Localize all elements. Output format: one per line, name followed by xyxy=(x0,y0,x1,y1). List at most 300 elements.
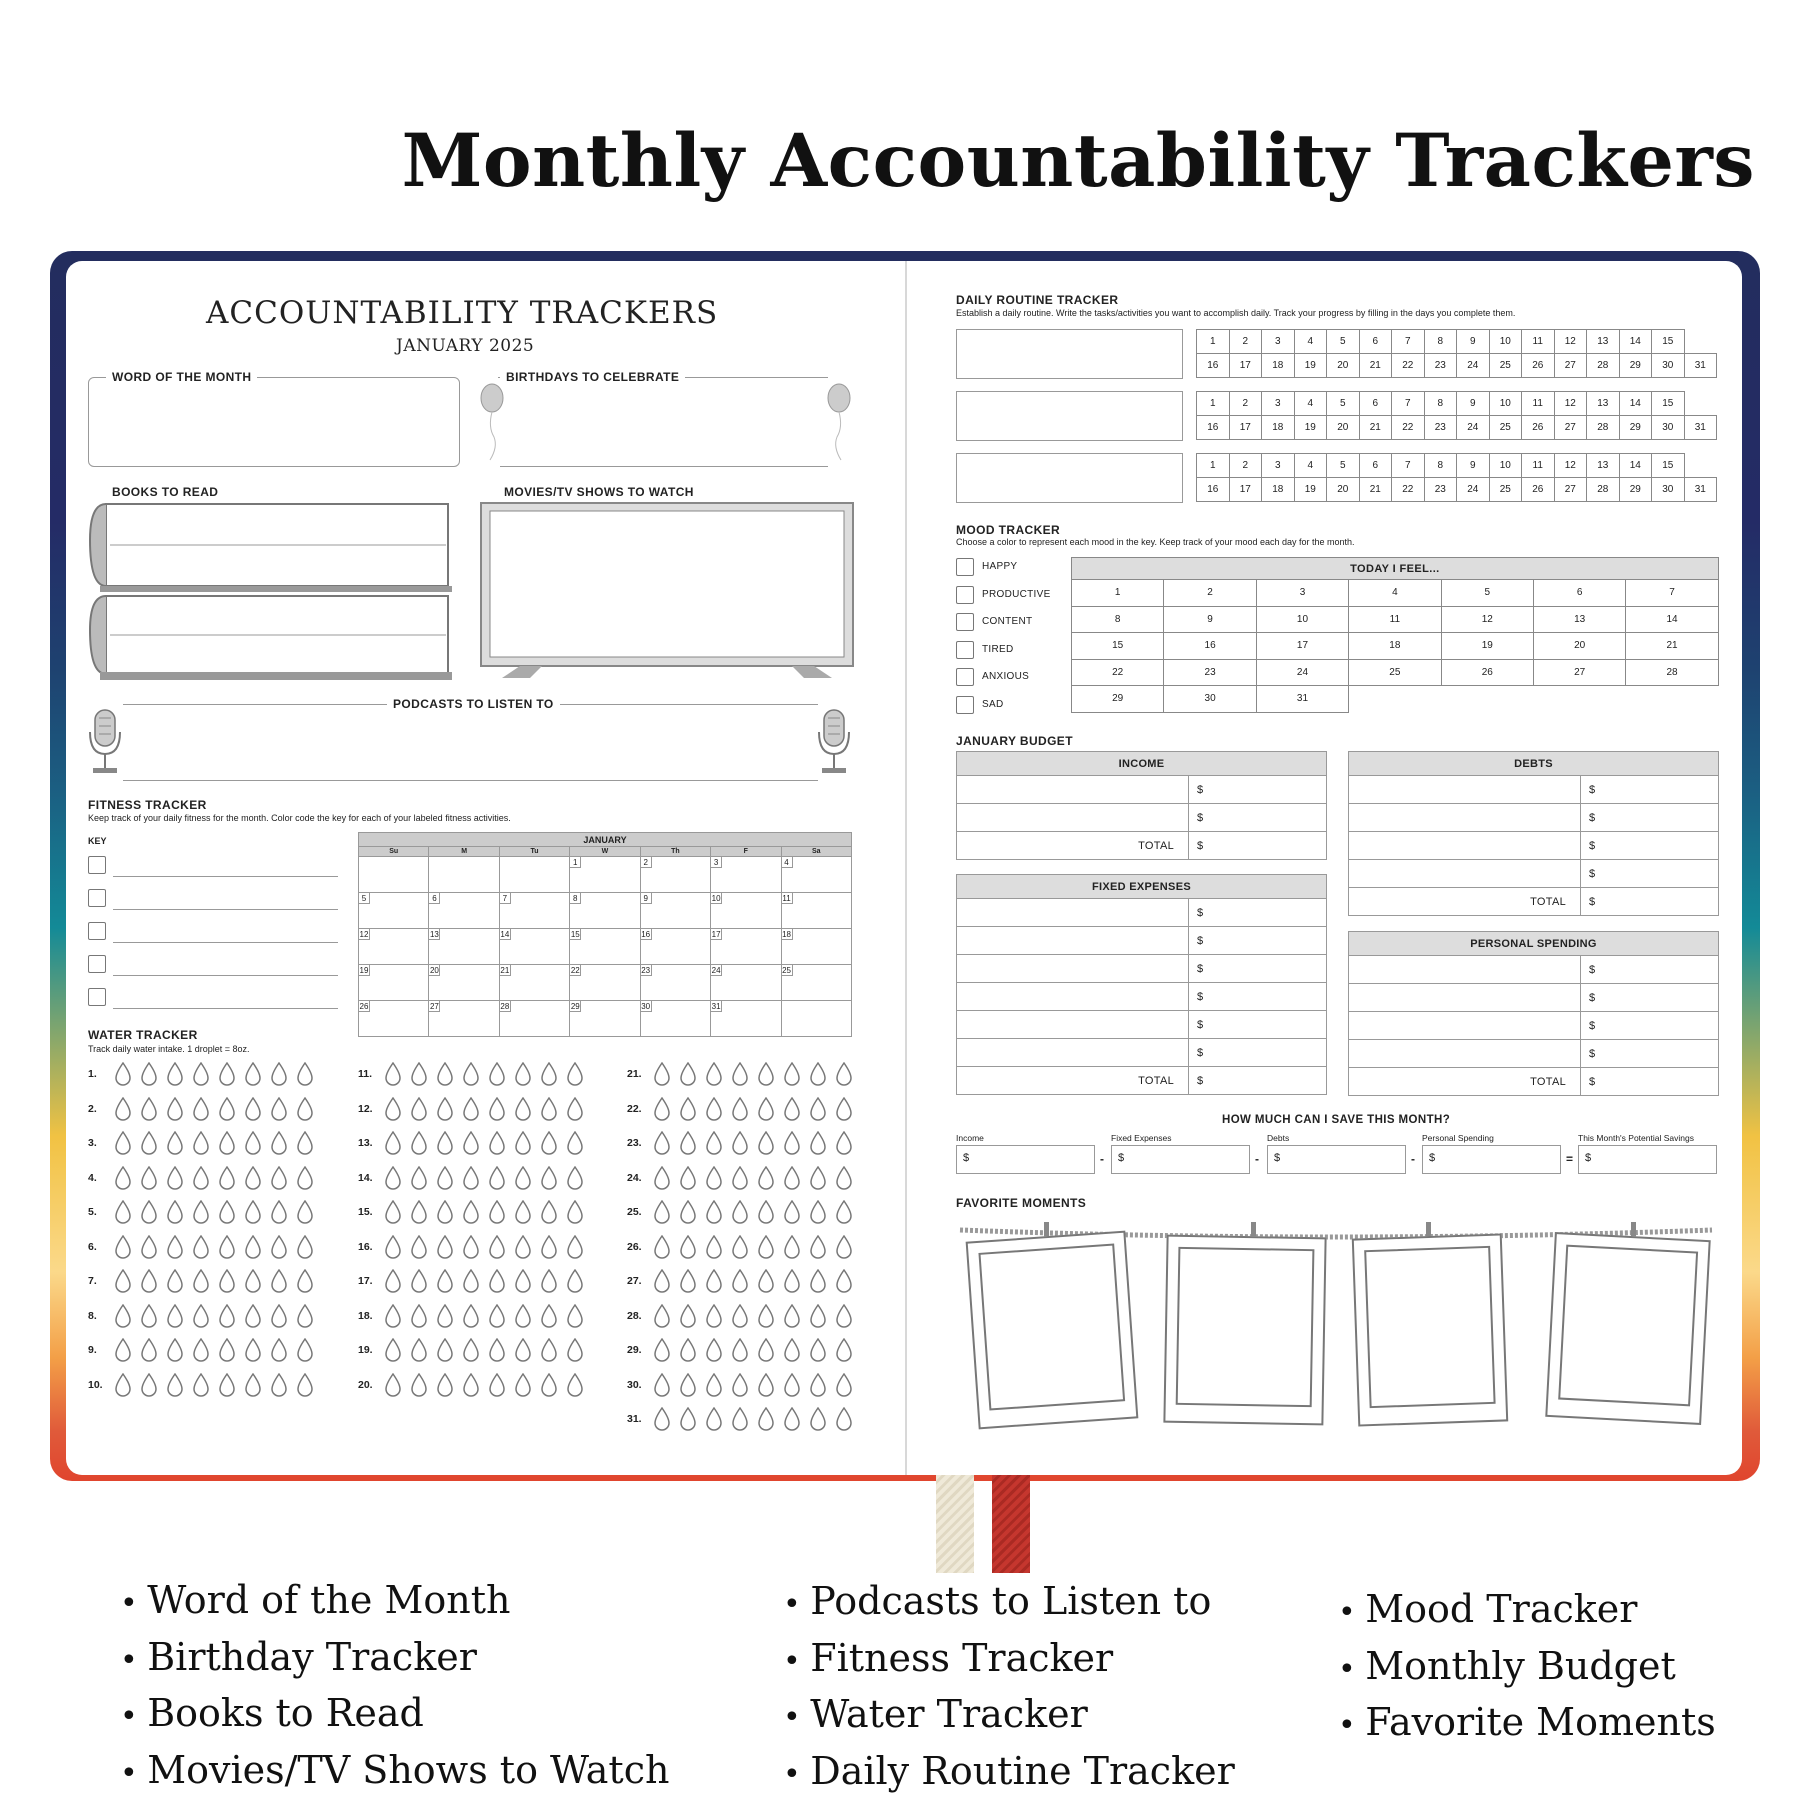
water-droplet-icon[interactable] xyxy=(436,1304,454,1328)
routine-day[interactable]: 20 xyxy=(1327,354,1360,378)
water-droplet-icon[interactable] xyxy=(384,1269,402,1293)
water-droplet-icon[interactable] xyxy=(166,1269,184,1293)
budget-amount-cell[interactable]: $ xyxy=(1581,956,1719,984)
mood-day[interactable]: 7 xyxy=(1626,580,1718,607)
routine-day[interactable]: 28 xyxy=(1587,478,1620,502)
water-droplet-icon[interactable] xyxy=(192,1269,210,1293)
water-droplet-icon[interactable] xyxy=(835,1407,853,1431)
budget-amount-cell[interactable]: $ xyxy=(1189,927,1327,955)
budget-item-cell[interactable] xyxy=(1349,1040,1581,1068)
routine-day[interactable]: 21 xyxy=(1359,478,1392,502)
budget-item-cell[interactable] xyxy=(957,955,1189,983)
calendar-day[interactable] xyxy=(499,857,569,893)
water-droplet-icon[interactable] xyxy=(540,1235,558,1259)
calendar-day[interactable] xyxy=(570,857,640,893)
water-droplet-icon[interactable] xyxy=(462,1097,480,1121)
water-droplet-icon[interactable] xyxy=(705,1373,723,1397)
water-droplet-icon[interactable] xyxy=(384,1304,402,1328)
water-droplet-icon[interactable] xyxy=(653,1338,671,1362)
water-droplet-icon[interactable] xyxy=(384,1373,402,1397)
routine-day[interactable]: 25 xyxy=(1489,416,1522,440)
water-droplet-icon[interactable] xyxy=(140,1062,158,1086)
water-droplet-icon[interactable] xyxy=(140,1338,158,1362)
water-droplet-icon[interactable] xyxy=(270,1062,288,1086)
routine-day[interactable]: 12 xyxy=(1554,454,1587,478)
water-droplet-icon[interactable] xyxy=(244,1200,262,1224)
water-droplet-icon[interactable] xyxy=(679,1062,697,1086)
savings-input-box[interactable] xyxy=(1422,1145,1561,1174)
budget-item-cell[interactable] xyxy=(1349,832,1581,860)
water-droplet-icon[interactable] xyxy=(384,1166,402,1190)
water-droplet-icon[interactable] xyxy=(809,1304,827,1328)
budget-amount-cell[interactable]: $ xyxy=(1189,983,1327,1011)
water-droplet-icon[interactable] xyxy=(566,1062,584,1086)
water-droplet-icon[interactable] xyxy=(653,1373,671,1397)
water-droplet-icon[interactable] xyxy=(566,1373,584,1397)
routine-day[interactable]: 6 xyxy=(1359,392,1392,416)
water-droplet-icon[interactable] xyxy=(540,1338,558,1362)
routine-day[interactable]: 14 xyxy=(1619,454,1652,478)
budget-amount-cell[interactable]: $ xyxy=(1581,776,1719,804)
water-droplet-icon[interactable] xyxy=(488,1338,506,1362)
routine-day[interactable]: 10 xyxy=(1489,392,1522,416)
water-droplet-icon[interactable] xyxy=(166,1304,184,1328)
water-droplet-icon[interactable] xyxy=(705,1166,723,1190)
water-droplet-icon[interactable] xyxy=(653,1097,671,1121)
water-droplet-icon[interactable] xyxy=(835,1131,853,1155)
water-droplet-icon[interactable] xyxy=(192,1097,210,1121)
water-droplet-icon[interactable] xyxy=(166,1131,184,1155)
routine-day[interactable]: 22 xyxy=(1392,478,1425,502)
water-droplet-icon[interactable] xyxy=(244,1131,262,1155)
water-droplet-icon[interactable] xyxy=(114,1304,132,1328)
water-droplet-icon[interactable] xyxy=(166,1166,184,1190)
water-droplet-icon[interactable] xyxy=(783,1200,801,1224)
books-illustration[interactable] xyxy=(88,500,463,682)
routine-day[interactable]: 4 xyxy=(1294,454,1327,478)
routine-day[interactable]: 20 xyxy=(1327,416,1360,440)
water-droplet-icon[interactable] xyxy=(270,1235,288,1259)
water-droplet-icon[interactable] xyxy=(436,1097,454,1121)
water-droplet-icon[interactable] xyxy=(244,1097,262,1121)
calendar-day[interactable] xyxy=(499,1001,569,1037)
water-droplet-icon[interactable] xyxy=(488,1235,506,1259)
mood-day[interactable]: 26 xyxy=(1441,659,1533,686)
mood-day[interactable]: 8 xyxy=(1072,606,1164,633)
mood-day[interactable]: 17 xyxy=(1256,633,1348,660)
routine-day[interactable]: 9 xyxy=(1457,454,1490,478)
mood-day[interactable]: 10 xyxy=(1256,606,1348,633)
water-droplet-icon[interactable] xyxy=(166,1062,184,1086)
calendar-day[interactable] xyxy=(781,929,851,965)
water-droplet-icon[interactable] xyxy=(705,1269,723,1293)
water-droplet-icon[interactable] xyxy=(218,1269,236,1293)
water-droplet-icon[interactable] xyxy=(192,1304,210,1328)
calendar-day[interactable] xyxy=(570,929,640,965)
water-droplet-icon[interactable] xyxy=(218,1373,236,1397)
routine-day[interactable]: 7 xyxy=(1392,330,1425,354)
calendar-day[interactable] xyxy=(429,857,499,893)
water-droplet-icon[interactable] xyxy=(436,1338,454,1362)
water-droplet-icon[interactable] xyxy=(270,1269,288,1293)
water-droplet-icon[interactable] xyxy=(488,1166,506,1190)
water-droplet-icon[interactable] xyxy=(410,1062,428,1086)
routine-day[interactable]: 18 xyxy=(1262,416,1295,440)
savings-input-box[interactable] xyxy=(956,1145,1095,1174)
water-droplet-icon[interactable] xyxy=(679,1304,697,1328)
budget-item-cell[interactable] xyxy=(1349,984,1581,1012)
calendar-day[interactable] xyxy=(570,965,640,1001)
routine-day[interactable]: 1 xyxy=(1197,454,1230,478)
water-droplet-icon[interactable] xyxy=(488,1131,506,1155)
routine-day[interactable]: 31 xyxy=(1684,478,1717,502)
water-droplet-icon[interactable] xyxy=(679,1338,697,1362)
routine-task-box[interactable] xyxy=(956,453,1183,503)
water-droplet-icon[interactable] xyxy=(384,1131,402,1155)
water-droplet-icon[interactable] xyxy=(809,1407,827,1431)
water-droplet-icon[interactable] xyxy=(757,1269,775,1293)
water-droplet-icon[interactable] xyxy=(731,1062,749,1086)
calendar-day[interactable] xyxy=(640,965,710,1001)
routine-day[interactable]: 9 xyxy=(1457,392,1490,416)
mood-day[interactable]: 6 xyxy=(1533,580,1625,607)
mood-day[interactable]: 19 xyxy=(1441,633,1533,660)
water-droplet-icon[interactable] xyxy=(835,1097,853,1121)
calendar-day[interactable] xyxy=(359,929,429,965)
water-droplet-icon[interactable] xyxy=(514,1097,532,1121)
routine-day[interactable]: 8 xyxy=(1424,330,1457,354)
water-droplet-icon[interactable] xyxy=(705,1200,723,1224)
water-droplet-icon[interactable] xyxy=(653,1200,671,1224)
mood-day[interactable]: 24 xyxy=(1256,659,1348,686)
water-droplet-icon[interactable] xyxy=(114,1269,132,1293)
water-droplet-icon[interactable] xyxy=(218,1304,236,1328)
budget-item-cell[interactable] xyxy=(1349,804,1581,832)
budget-item-cell[interactable] xyxy=(1349,1012,1581,1040)
water-droplet-icon[interactable] xyxy=(488,1097,506,1121)
water-droplet-icon[interactable] xyxy=(757,1166,775,1190)
budget-amount-cell[interactable]: $ xyxy=(1581,1012,1719,1040)
routine-day[interactable]: 3 xyxy=(1262,392,1295,416)
water-droplet-icon[interactable] xyxy=(540,1097,558,1121)
water-droplet-icon[interactable] xyxy=(296,1131,314,1155)
water-droplet-icon[interactable] xyxy=(462,1269,480,1293)
routine-day[interactable]: 19 xyxy=(1294,478,1327,502)
water-droplet-icon[interactable] xyxy=(192,1166,210,1190)
routine-day[interactable]: 17 xyxy=(1229,416,1262,440)
water-droplet-icon[interactable] xyxy=(462,1338,480,1362)
calendar-day[interactable] xyxy=(711,1001,781,1037)
water-droplet-icon[interactable] xyxy=(436,1269,454,1293)
savings-input-box[interactable] xyxy=(1578,1145,1717,1174)
budget-amount-cell[interactable]: $ xyxy=(1189,955,1327,983)
calendar-day[interactable] xyxy=(781,965,851,1001)
savings-input-box[interactable] xyxy=(1111,1145,1250,1174)
routine-day[interactable]: 5 xyxy=(1327,392,1360,416)
water-droplet-icon[interactable] xyxy=(462,1200,480,1224)
water-droplet-icon[interactable] xyxy=(192,1338,210,1362)
water-droplet-icon[interactable] xyxy=(488,1373,506,1397)
water-droplet-icon[interactable] xyxy=(296,1373,314,1397)
water-droplet-icon[interactable] xyxy=(731,1373,749,1397)
water-droplet-icon[interactable] xyxy=(757,1062,775,1086)
budget-item-cell[interactable] xyxy=(1349,776,1581,804)
water-droplet-icon[interactable] xyxy=(462,1373,480,1397)
water-droplet-icon[interactable] xyxy=(296,1235,314,1259)
budget-amount-cell[interactable]: $ xyxy=(1189,776,1327,804)
water-droplet-icon[interactable] xyxy=(296,1338,314,1362)
water-droplet-icon[interactable] xyxy=(757,1235,775,1259)
water-droplet-icon[interactable] xyxy=(783,1304,801,1328)
mood-day[interactable]: 28 xyxy=(1626,659,1718,686)
water-droplet-icon[interactable] xyxy=(114,1338,132,1362)
water-droplet-icon[interactable] xyxy=(757,1200,775,1224)
water-droplet-icon[interactable] xyxy=(410,1166,428,1190)
water-droplet-icon[interactable] xyxy=(783,1269,801,1293)
mood-day[interactable]: 3 xyxy=(1256,580,1348,607)
water-droplet-icon[interactable] xyxy=(218,1131,236,1155)
water-droplet-icon[interactable] xyxy=(835,1338,853,1362)
water-droplet-icon[interactable] xyxy=(679,1269,697,1293)
calendar-day[interactable] xyxy=(711,893,781,929)
routine-day[interactable]: 10 xyxy=(1489,454,1522,478)
water-droplet-icon[interactable] xyxy=(114,1131,132,1155)
water-droplet-icon[interactable] xyxy=(114,1062,132,1086)
water-droplet-icon[interactable] xyxy=(192,1131,210,1155)
routine-day[interactable]: 5 xyxy=(1327,454,1360,478)
mood-day[interactable]: 1 xyxy=(1072,580,1164,607)
routine-day[interactable]: 1 xyxy=(1197,330,1230,354)
calendar-day[interactable] xyxy=(781,857,851,893)
water-droplet-icon[interactable] xyxy=(731,1200,749,1224)
water-droplet-icon[interactable] xyxy=(436,1373,454,1397)
routine-day[interactable]: 15 xyxy=(1652,454,1685,478)
water-droplet-icon[interactable] xyxy=(809,1062,827,1086)
routine-day[interactable]: 13 xyxy=(1587,454,1620,478)
water-droplet-icon[interactable] xyxy=(835,1269,853,1293)
water-droplet-icon[interactable] xyxy=(244,1062,262,1086)
water-droplet-icon[interactable] xyxy=(835,1373,853,1397)
savings-input-box[interactable] xyxy=(1267,1145,1406,1174)
photo-frame-1[interactable] xyxy=(966,1231,1139,1430)
routine-day[interactable]: 1 xyxy=(1197,392,1230,416)
calendar-day[interactable] xyxy=(359,1001,429,1037)
water-droplet-icon[interactable] xyxy=(410,1131,428,1155)
water-droplet-icon[interactable] xyxy=(783,1131,801,1155)
water-droplet-icon[interactable] xyxy=(114,1166,132,1190)
routine-day[interactable]: 8 xyxy=(1424,454,1457,478)
calendar-day[interactable] xyxy=(429,1001,499,1037)
routine-day[interactable]: 4 xyxy=(1294,392,1327,416)
routine-day[interactable]: 7 xyxy=(1392,392,1425,416)
water-droplet-icon[interactable] xyxy=(783,1373,801,1397)
water-droplet-icon[interactable] xyxy=(809,1131,827,1155)
water-droplet-icon[interactable] xyxy=(384,1097,402,1121)
water-droplet-icon[interactable] xyxy=(514,1269,532,1293)
word-of-month-box[interactable] xyxy=(88,377,460,467)
water-droplet-icon[interactable] xyxy=(192,1062,210,1086)
water-droplet-icon[interactable] xyxy=(679,1407,697,1431)
water-droplet-icon[interactable] xyxy=(384,1200,402,1224)
water-droplet-icon[interactable] xyxy=(514,1166,532,1190)
water-droplet-icon[interactable] xyxy=(436,1235,454,1259)
mood-day[interactable]: 4 xyxy=(1349,580,1441,607)
calendar-day[interactable] xyxy=(429,929,499,965)
water-droplet-icon[interactable] xyxy=(218,1200,236,1224)
budget-amount-cell[interactable]: $ xyxy=(1581,1040,1719,1068)
routine-task-box[interactable] xyxy=(956,329,1183,379)
calendar-day[interactable] xyxy=(640,857,710,893)
water-droplet-icon[interactable] xyxy=(296,1200,314,1224)
water-droplet-icon[interactable] xyxy=(462,1304,480,1328)
routine-day[interactable]: 6 xyxy=(1359,330,1392,354)
water-droplet-icon[interactable] xyxy=(679,1131,697,1155)
routine-day[interactable]: 2 xyxy=(1229,330,1262,354)
routine-day[interactable]: 5 xyxy=(1327,330,1360,354)
water-droplet-icon[interactable] xyxy=(705,1131,723,1155)
routine-day[interactable]: 30 xyxy=(1652,354,1685,378)
water-droplet-icon[interactable] xyxy=(384,1338,402,1362)
water-droplet-icon[interactable] xyxy=(731,1269,749,1293)
calendar-day[interactable] xyxy=(640,893,710,929)
water-droplet-icon[interactable] xyxy=(436,1062,454,1086)
water-droplet-icon[interactable] xyxy=(270,1097,288,1121)
water-droplet-icon[interactable] xyxy=(436,1200,454,1224)
routine-day[interactable]: 2 xyxy=(1229,454,1262,478)
calendar-day[interactable] xyxy=(570,893,640,929)
budget-item-cell[interactable] xyxy=(1349,860,1581,888)
water-droplet-icon[interactable] xyxy=(731,1338,749,1362)
water-droplet-icon[interactable] xyxy=(114,1200,132,1224)
mood-key-checkbox[interactable] xyxy=(956,668,974,686)
mood-day[interactable]: 15 xyxy=(1072,633,1164,660)
water-droplet-icon[interactable] xyxy=(244,1235,262,1259)
water-droplet-icon[interactable] xyxy=(705,1304,723,1328)
budget-item-cell[interactable] xyxy=(957,804,1189,832)
routine-day[interactable]: 3 xyxy=(1262,454,1295,478)
water-droplet-icon[interactable] xyxy=(462,1131,480,1155)
budget-item-cell[interactable] xyxy=(957,1011,1189,1039)
water-droplet-icon[interactable] xyxy=(410,1235,428,1259)
water-droplet-icon[interactable] xyxy=(296,1062,314,1086)
water-droplet-icon[interactable] xyxy=(462,1235,480,1259)
water-droplet-icon[interactable] xyxy=(488,1062,506,1086)
calendar-day[interactable] xyxy=(711,929,781,965)
calendar-day[interactable] xyxy=(640,1001,710,1037)
budget-amount-cell[interactable]: $ xyxy=(1189,1011,1327,1039)
water-droplet-icon[interactable] xyxy=(114,1097,132,1121)
water-droplet-icon[interactable] xyxy=(270,1200,288,1224)
water-droplet-icon[interactable] xyxy=(140,1097,158,1121)
routine-day[interactable]: 18 xyxy=(1262,478,1295,502)
water-droplet-icon[interactable] xyxy=(244,1269,262,1293)
water-droplet-icon[interactable] xyxy=(540,1166,558,1190)
water-droplet-icon[interactable] xyxy=(436,1131,454,1155)
routine-day[interactable]: 11 xyxy=(1522,392,1555,416)
budget-amount-cell[interactable]: $ xyxy=(1581,804,1719,832)
water-droplet-icon[interactable] xyxy=(731,1407,749,1431)
water-droplet-icon[interactable] xyxy=(540,1062,558,1086)
water-droplet-icon[interactable] xyxy=(653,1407,671,1431)
photo-frame-4[interactable] xyxy=(1545,1232,1710,1425)
routine-day[interactable]: 29 xyxy=(1619,416,1652,440)
water-droplet-icon[interactable] xyxy=(653,1269,671,1293)
mood-day[interactable]: 9 xyxy=(1164,606,1256,633)
water-droplet-icon[interactable] xyxy=(809,1097,827,1121)
routine-day[interactable]: 23 xyxy=(1424,478,1457,502)
calendar-day[interactable] xyxy=(359,893,429,929)
water-droplet-icon[interactable] xyxy=(140,1235,158,1259)
water-droplet-icon[interactable] xyxy=(783,1235,801,1259)
calendar-day[interactable] xyxy=(359,857,429,893)
calendar-day[interactable] xyxy=(429,965,499,1001)
water-droplet-icon[interactable] xyxy=(705,1097,723,1121)
routine-day[interactable]: 31 xyxy=(1684,354,1717,378)
budget-total-cell[interactable]: $ xyxy=(1189,1067,1327,1095)
water-droplet-icon[interactable] xyxy=(809,1235,827,1259)
fitness-key-checkbox[interactable] xyxy=(88,955,106,973)
water-droplet-icon[interactable] xyxy=(566,1269,584,1293)
routine-day[interactable]: 31 xyxy=(1684,416,1717,440)
routine-day[interactable]: 13 xyxy=(1587,392,1620,416)
water-droplet-icon[interactable] xyxy=(410,1200,428,1224)
mood-day[interactable]: 12 xyxy=(1441,606,1533,633)
water-droplet-icon[interactable] xyxy=(218,1062,236,1086)
water-droplet-icon[interactable] xyxy=(705,1407,723,1431)
routine-day[interactable]: 9 xyxy=(1457,330,1490,354)
budget-amount-cell[interactable]: $ xyxy=(1581,984,1719,1012)
calendar-day[interactable] xyxy=(499,893,569,929)
water-droplet-icon[interactable] xyxy=(653,1062,671,1086)
routine-day[interactable]: 29 xyxy=(1619,478,1652,502)
routine-day[interactable]: 21 xyxy=(1359,354,1392,378)
mood-day[interactable]: 20 xyxy=(1533,633,1625,660)
mood-key-checkbox[interactable] xyxy=(956,586,974,604)
routine-day[interactable]: 26 xyxy=(1522,354,1555,378)
water-droplet-icon[interactable] xyxy=(296,1269,314,1293)
water-droplet-icon[interactable] xyxy=(514,1062,532,1086)
mood-day[interactable]: 25 xyxy=(1349,659,1441,686)
routine-day[interactable]: 22 xyxy=(1392,416,1425,440)
calendar-day[interactable] xyxy=(499,965,569,1001)
routine-day[interactable]: 30 xyxy=(1652,416,1685,440)
water-droplet-icon[interactable] xyxy=(166,1338,184,1362)
routine-day[interactable]: 28 xyxy=(1587,354,1620,378)
water-droplet-icon[interactable] xyxy=(835,1062,853,1086)
water-droplet-icon[interactable] xyxy=(783,1338,801,1362)
water-droplet-icon[interactable] xyxy=(835,1304,853,1328)
water-droplet-icon[interactable] xyxy=(410,1269,428,1293)
routine-day[interactable]: 4 xyxy=(1294,330,1327,354)
water-droplet-icon[interactable] xyxy=(783,1166,801,1190)
water-droplet-icon[interactable] xyxy=(809,1338,827,1362)
photo-frame-2[interactable] xyxy=(1163,1235,1326,1426)
water-droplet-icon[interactable] xyxy=(296,1097,314,1121)
water-droplet-icon[interactable] xyxy=(384,1062,402,1086)
water-droplet-icon[interactable] xyxy=(809,1269,827,1293)
water-droplet-icon[interactable] xyxy=(410,1304,428,1328)
water-droplet-icon[interactable] xyxy=(462,1062,480,1086)
water-droplet-icon[interactable] xyxy=(757,1338,775,1362)
water-droplet-icon[interactable] xyxy=(679,1200,697,1224)
routine-day[interactable]: 17 xyxy=(1229,354,1262,378)
routine-day[interactable]: 24 xyxy=(1457,354,1490,378)
mood-day[interactable]: 16 xyxy=(1164,633,1256,660)
routine-day[interactable]: 8 xyxy=(1424,392,1457,416)
water-droplet-icon[interactable] xyxy=(166,1373,184,1397)
calendar-day[interactable] xyxy=(640,929,710,965)
calendar-day[interactable] xyxy=(711,857,781,893)
